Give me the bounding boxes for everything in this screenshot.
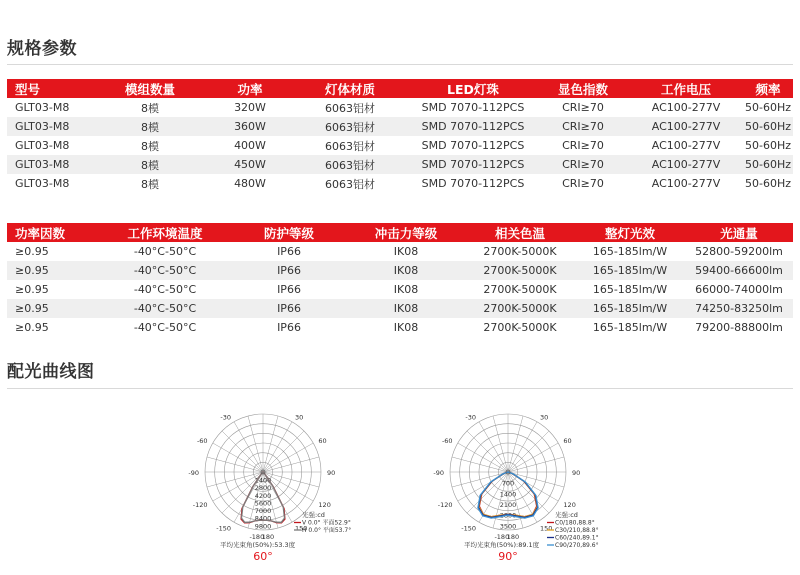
table-cell: ≥0.95 <box>7 318 99 337</box>
polar-spoke <box>263 431 304 472</box>
angle-label: 60 <box>563 437 572 445</box>
table-cell: 8模 <box>91 98 209 117</box>
angle-label: -180 <box>249 532 265 541</box>
polar-spoke <box>263 443 313 472</box>
column-header: 整灯光效 <box>575 223 685 242</box>
table-cell: 2700K-5000K <box>465 318 575 337</box>
table-cell: IK08 <box>347 242 465 261</box>
radial-label: 2800 <box>499 511 517 520</box>
angle-label: -60 <box>441 437 453 445</box>
table-cell: GLT03-M8 <box>7 136 91 155</box>
beam-footer: 平均光束角(50%):53.3度 <box>220 541 296 549</box>
specs-divider <box>7 64 793 65</box>
table-cell: IP66 <box>231 261 347 280</box>
table-cell: IP66 <box>231 242 347 261</box>
table-cell: 320W <box>209 98 291 117</box>
radial-label: 7000 <box>254 507 272 516</box>
table-cell: CRI≥70 <box>537 155 629 174</box>
column-header: 相关色温 <box>465 223 575 242</box>
table-row <box>7 261 793 280</box>
polar-spoke <box>479 422 508 472</box>
table-row <box>7 117 793 136</box>
table-row <box>7 98 793 117</box>
column-header: 功率因数 <box>7 223 99 242</box>
angle-label: 120 <box>318 501 331 509</box>
polar-spoke <box>467 431 508 472</box>
table-cell: GLT03-M8 <box>7 155 91 174</box>
column-header: 型号 <box>7 79 91 98</box>
table-cell: 2700K-5000K <box>465 299 575 318</box>
table-cell: 165-185lm/W <box>575 261 685 280</box>
table-cell: IK08 <box>347 299 465 318</box>
table-cell: 79200-88800lm <box>685 318 793 337</box>
legend-entry: H 0.0° 平面53.7° <box>302 527 352 534</box>
table-cell: AC100-277V <box>629 117 743 136</box>
legend-entry: C90/270,89.6° <box>555 542 599 549</box>
table-cell: 2700K-5000K <box>465 261 575 280</box>
table-cell: -40°C-50°C <box>99 318 231 337</box>
table-cell: -40°C-50°C <box>99 299 231 318</box>
table-cell: 8模 <box>91 136 209 155</box>
radial-label: 9800 <box>254 522 272 531</box>
polar-spoke <box>508 431 549 472</box>
table-cell: 8模 <box>91 155 209 174</box>
table-cell: 165-185lm/W <box>575 280 685 299</box>
table-cell: CRI≥70 <box>537 174 629 193</box>
table-cell: 360W <box>209 117 291 136</box>
curves-divider <box>7 388 793 389</box>
table-cell: -40°C-50°C <box>99 280 231 299</box>
polar-spoke <box>458 443 508 472</box>
table-cell: 480W <box>209 174 291 193</box>
radial-label: 3500 <box>499 522 517 531</box>
table-cell: 2700K-5000K <box>465 242 575 261</box>
angle-label: -120 <box>192 501 208 509</box>
angle-label: -60 <box>196 437 208 445</box>
table-cell: 8模 <box>91 174 209 193</box>
column-header: 显色指数 <box>537 79 629 98</box>
legend-title: 光强:cd <box>555 511 578 519</box>
radial-label: 700 <box>501 479 515 488</box>
angle-label: 30 <box>540 413 549 422</box>
angle-label: -120 <box>437 501 453 509</box>
table-cell: SMD 7070-112PCS <box>409 136 537 155</box>
table-row <box>7 174 793 193</box>
polar-spoke <box>222 431 263 472</box>
table-cell: 450W <box>209 155 291 174</box>
legend-entry: V 0.0° 平面52.9° <box>302 519 351 527</box>
table-cell: AC100-277V <box>629 174 743 193</box>
table-cell: ≥0.95 <box>7 280 99 299</box>
table-row <box>7 136 793 155</box>
radial-label: 5600 <box>254 499 272 508</box>
table-cell: 50-60Hz <box>743 136 793 155</box>
angle-label: -150 <box>216 524 231 533</box>
table-cell: IK08 <box>347 261 465 280</box>
table-cell: 6063铝材 <box>291 98 409 117</box>
polar-chart-90 <box>420 405 620 570</box>
angle-label: -90 <box>188 469 199 477</box>
column-header: 频率 <box>743 79 793 98</box>
beam-footer: 平均光束角(50%):89.1度 <box>464 541 540 549</box>
column-header: 模组数量 <box>91 79 209 98</box>
table-cell: 50-60Hz <box>743 117 793 136</box>
table-row <box>7 242 793 261</box>
column-header: 防护等级 <box>231 223 347 242</box>
table-cell: 165-185lm/W <box>575 242 685 261</box>
table-cell: CRI≥70 <box>537 136 629 155</box>
table-cell: IP66 <box>231 318 347 337</box>
table-cell: IP66 <box>231 280 347 299</box>
table-cell: AC100-277V <box>629 136 743 155</box>
table-cell: 6063铝材 <box>291 155 409 174</box>
table-cell: IP66 <box>231 299 347 318</box>
table-cell: GLT03-M8 <box>7 117 91 136</box>
legend-entry: C0/180,88.8° <box>555 519 595 527</box>
angle-label: 90 <box>572 469 581 477</box>
table-cell: 50-60Hz <box>743 98 793 117</box>
table-cell: 66000-74000lm <box>685 280 793 299</box>
angle-label: -150 <box>461 524 476 533</box>
column-header: 灯体材质 <box>291 79 409 98</box>
polar-spoke <box>234 422 263 472</box>
radial-label: 1400 <box>254 476 272 485</box>
table-cell: 165-185lm/W <box>575 299 685 318</box>
table-row <box>7 280 793 299</box>
table-cell: 74250-83250lm <box>685 299 793 318</box>
table-cell: SMD 7070-112PCS <box>409 174 537 193</box>
legend-entry: C60/240,89.1° <box>555 534 599 542</box>
radial-label: 1400 <box>499 490 517 499</box>
polar-spoke <box>263 422 292 472</box>
table-cell: 50-60Hz <box>743 174 793 193</box>
spec-table-1-header <box>7 79 793 98</box>
beam-angle-label: 60° <box>253 550 273 563</box>
table-cell: ≥0.95 <box>7 299 99 318</box>
angle-label: 60 <box>318 437 327 445</box>
table-cell: 59400-66600lm <box>685 261 793 280</box>
table-cell: 52800-59200lm <box>685 242 793 261</box>
radial-label: 2800 <box>254 484 272 493</box>
table-cell: GLT03-M8 <box>7 98 91 117</box>
table-cell: GLT03-M8 <box>7 174 91 193</box>
angle-label: 90 <box>327 469 336 477</box>
table-cell: 8模 <box>91 117 209 136</box>
polar-spoke <box>508 422 537 472</box>
table-cell: IK08 <box>347 280 465 299</box>
legend-title: 光强:cd <box>302 511 325 519</box>
angle-label: 120 <box>563 501 576 509</box>
radial-label: 8400 <box>254 514 272 523</box>
table-cell: 165-185lm/W <box>575 318 685 337</box>
table-cell: 50-60Hz <box>743 155 793 174</box>
angle-label: -90 <box>433 469 444 477</box>
angle-label: 30 <box>295 413 304 422</box>
curves-title: 配光曲线图 <box>7 362 95 382</box>
polar-spoke <box>508 443 558 472</box>
table-cell: ≥0.95 <box>7 242 99 261</box>
table-cell: SMD 7070-112PCS <box>409 155 537 174</box>
table-cell: CRI≥70 <box>537 98 629 117</box>
column-header: 功率 <box>209 79 291 98</box>
table-cell: -40°C-50°C <box>99 242 231 261</box>
table-cell: AC100-277V <box>629 155 743 174</box>
table-row <box>7 318 793 337</box>
beam-angle-label: 90° <box>498 550 518 563</box>
column-header: 工作环境温度 <box>99 223 231 242</box>
spec-table-2-header <box>7 223 793 242</box>
angle-label: -30 <box>220 413 231 422</box>
table-cell: SMD 7070-112PCS <box>409 98 537 117</box>
angle-label: -30 <box>465 413 476 422</box>
table-cell: CRI≥70 <box>537 117 629 136</box>
table-cell: 400W <box>209 136 291 155</box>
table-cell: 6063铝材 <box>291 174 409 193</box>
spec-table-2 <box>7 223 793 337</box>
specs-title: 规格参数 <box>7 39 77 59</box>
table-cell: IK08 <box>347 318 465 337</box>
table-cell: 2700K-5000K <box>465 280 575 299</box>
column-header: LED灯珠 <box>409 79 537 98</box>
table-cell: 6063铝材 <box>291 117 409 136</box>
angle-label: 150 <box>295 524 308 533</box>
table-cell: ≥0.95 <box>7 261 99 280</box>
legend-entry: C30/210,88.8° <box>555 527 599 534</box>
angle-label: -180 <box>494 532 510 541</box>
column-header: 冲击力等级 <box>347 223 465 242</box>
column-header: 工作电压 <box>629 79 743 98</box>
polar-spoke <box>213 443 263 472</box>
polar-chart-60 <box>180 405 360 570</box>
table-row <box>7 299 793 318</box>
angle-label: 150 <box>540 524 553 533</box>
table-cell: SMD 7070-112PCS <box>409 117 537 136</box>
spec-table-1 <box>7 79 793 193</box>
table-row <box>7 155 793 174</box>
angle-label: 180 <box>261 532 275 541</box>
column-header: 光通量 <box>685 223 793 242</box>
radial-label: 2100 <box>499 501 517 510</box>
radial-label: 4200 <box>254 491 272 500</box>
table-cell: -40°C-50°C <box>99 261 231 280</box>
table-cell: 6063铝材 <box>291 136 409 155</box>
table-cell: AC100-277V <box>629 98 743 117</box>
angle-label: 180 <box>506 532 520 541</box>
